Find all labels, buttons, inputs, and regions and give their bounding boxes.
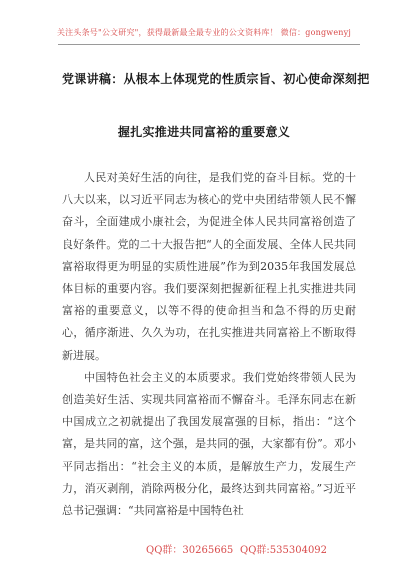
header-promo-note: 关注头条号"公文研究"，获得最新最全最专业的公文资料库！ 微信：gongwenyj bbox=[56, 28, 352, 37]
header-divider bbox=[58, 44, 360, 45]
body-paragraph-1: 人民对美好生活的向往，是我们党的奋斗目标。党的十八大以来，以习近平同志为核心的党中央团结带领人民不懈奋斗，全面建成小康社会，为促进全体人民共同富裕创造了良好条件。党的二十大报告把“人的全面发展、全体人民共同富裕取得更为明显的实质性进展”作为到2035年我国发展总体目标的重要内容。我们要深刻把握新征程上扎实推进共同富裕的重要意义，以等不得的使命担当和急不得的历史耐心，循序渐进、久久为功，在扎实推进共同富裕上不断取得新进展。 bbox=[62, 171, 356, 362]
document-title-line-1: 党课讲稿：从根本上体现党的性质宗旨、初心使命深刻把 bbox=[62, 72, 370, 86]
footer-qq-group-2: QQ群:535304092 bbox=[240, 545, 328, 556]
footer-qq-group-1: QQ群：30265665 bbox=[146, 545, 234, 556]
body-paragraph-2: 中国特色社会主义的本质要求。我们党始终带领人民为创造美好生活、实现共同富裕而不懈奋斗。毛泽东同志在新中国成立之初就提出了我国发展富强的目标，指出：“这个富，是共同的富，这个强，是共同的强，大家都有份”。邓小平同志指出：“社会主义的本质，是解放生产力，发展生产力，消灭剥削，消除两极分化，最终达到共同富裕。”习近平总书记强调：“共同富裕是中国特色社 bbox=[62, 370, 356, 518]
document-title-line-2: 握扎实推进共同富裕的重要意义 bbox=[117, 125, 291, 139]
document-body bbox=[62, 167, 356, 522]
